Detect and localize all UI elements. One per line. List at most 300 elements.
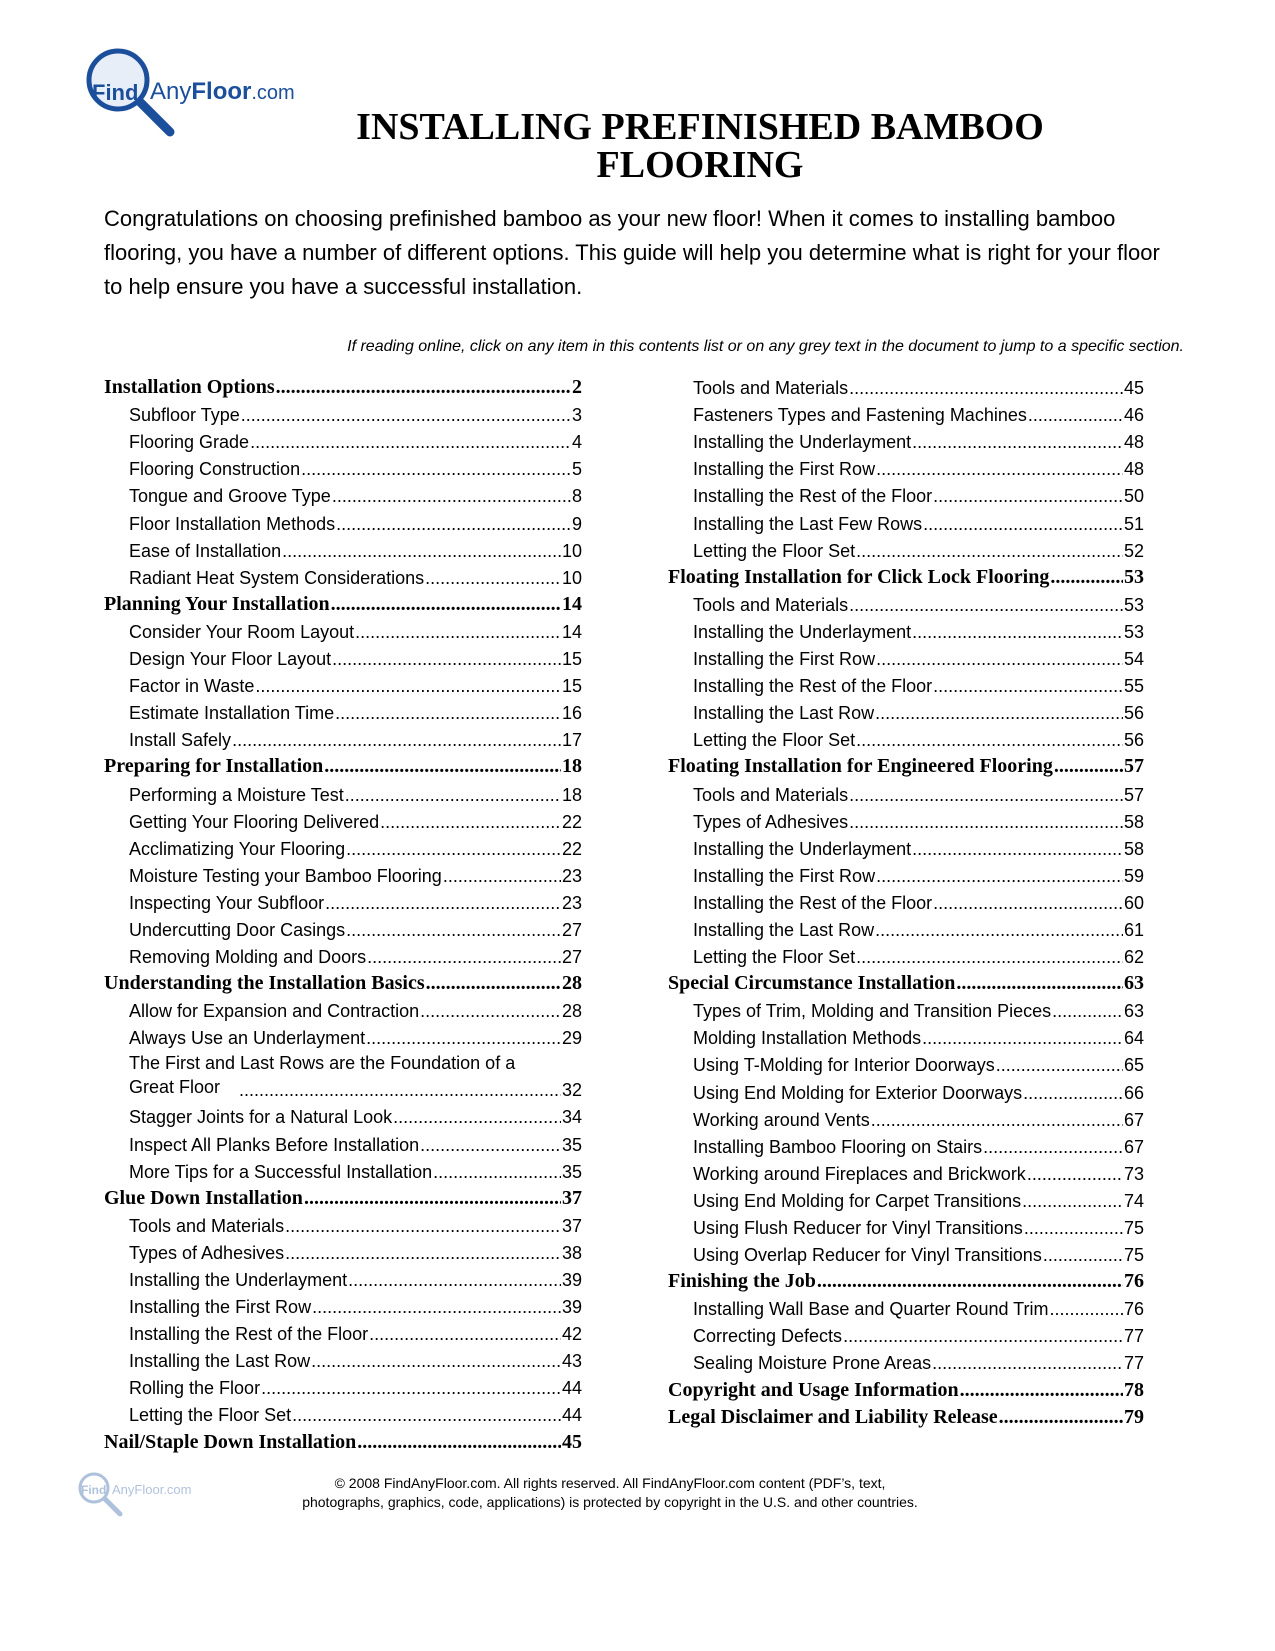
toc-page-number: 45 — [562, 1430, 582, 1453]
toc-entry-label: Fasteners Types and Fastening Machines — [693, 405, 1027, 426]
toc-column-right — [668, 372, 1144, 1429]
toc-subsection-entry[interactable] — [104, 1022, 582, 1049]
toc-subsection-entry[interactable] — [668, 860, 1144, 887]
toc-page-number: 46 — [1123, 405, 1144, 426]
toc-entry-label: Installing the Underlayment — [693, 432, 912, 453]
toc-leader-dots — [285, 1243, 561, 1264]
toc-entry-label: Using Flush Reducer for Vinyl Transitions — [693, 1218, 1023, 1238]
toc-page-number: 67 — [1123, 1109, 1144, 1130]
toc-subsection-entry[interactable] — [668, 1212, 1144, 1239]
toc-section-entry[interactable] — [104, 1426, 582, 1453]
toc-entry-label: Estimate Installation Time — [129, 703, 335, 724]
toc-section-entry[interactable] — [668, 562, 1144, 589]
toc-entry-label: Finishing the Job — [668, 1270, 816, 1293]
toc-section-entry[interactable] — [668, 1266, 1144, 1293]
toc-entry-label: Allow for Expansion and Contraction — [129, 1001, 420, 1022]
toc-leader-dots — [1027, 1164, 1123, 1185]
logo-floor-text: Floor — [191, 78, 252, 105]
toc-page-number: 56 — [1123, 703, 1144, 724]
toc-section-entry[interactable] — [668, 751, 1144, 778]
toc-page-number: 16 — [561, 703, 582, 724]
toc-entry-label: Installing the First Row — [693, 865, 876, 886]
toc-section-entry[interactable] — [668, 1402, 1144, 1429]
toc-entry-label: Understanding the Installation Basics — [104, 972, 425, 995]
toc-entry-label: Types of Trim, Molding and Transition Pieces — [693, 1001, 1052, 1022]
toc-subsection-entry[interactable] — [668, 1158, 1144, 1185]
toc-leader-dots — [332, 649, 561, 670]
toc-section-entry[interactable] — [104, 372, 582, 399]
toc-leader-dots — [443, 866, 561, 887]
toc-page-number: 22 — [561, 811, 582, 832]
toc-page-number: 63 — [1123, 1001, 1144, 1022]
toc-leader-dots — [849, 378, 1123, 399]
toc-page-number: 3 — [571, 405, 582, 426]
svg-text:AnyFloor.com: AnyFloor.com — [112, 1482, 192, 1497]
toc-leader-dots — [1050, 1299, 1123, 1320]
toc-leader-dots — [923, 514, 1123, 535]
toc-entry-label: Installing the Underlayment — [693, 838, 912, 859]
toc-subsection-entry[interactable] — [104, 806, 582, 833]
toc-subsection-entry[interactable] — [104, 1264, 582, 1291]
toc-subsection-entry[interactable] — [104, 697, 582, 724]
toc-leader-dots — [285, 1216, 561, 1237]
toc-entry-label: Subfloor Type — [129, 405, 240, 426]
toc-entry-label: Installing Wall Base and Quarter Round Trim — [693, 1299, 1049, 1320]
toc-page-number: 59 — [1123, 865, 1144, 886]
toc-page-number: 53 — [1123, 621, 1144, 642]
intro-paragraph: Congratulations on choosing prefinished bamboo as your new floor! When it comes to installing bamboo flooring, you have a number of different options. This guide will help you determine what is right for your floor to help ensure you have a successful installation. — [104, 206, 1160, 299]
toc-page-number: 23 — [561, 892, 582, 913]
toc-leader-dots — [367, 947, 561, 968]
toc-page-number: 9 — [571, 513, 582, 534]
toc-page-number: 53 — [1124, 565, 1144, 588]
toc-entry-label: Performing a Moisture Test — [129, 784, 344, 805]
toc-page-number: 63 — [1124, 972, 1144, 995]
toc-subsection-entry[interactable] — [668, 914, 1144, 941]
toc-leader-dots — [876, 459, 1123, 480]
toc-leader-dots — [996, 1055, 1123, 1076]
toc-subsection-entry[interactable] — [668, 453, 1144, 480]
toc-page-number: 32 — [561, 1080, 582, 1101]
toc-leader-dots — [876, 866, 1123, 887]
footer-magnifier-icon — [76, 1472, 226, 1532]
toc-leader-dots — [311, 1351, 561, 1372]
toc-subsection-entry[interactable] — [668, 480, 1144, 507]
toc-leader-dots — [956, 972, 1123, 995]
toc-subsection-entry[interactable] — [104, 887, 582, 914]
toc-entry-label: Using End Molding for Exterior Doorways — [693, 1082, 1023, 1103]
toc-subsection-entry[interactable] — [104, 507, 582, 534]
toc-section-entry[interactable] — [104, 1183, 582, 1210]
toc-leader-dots — [912, 839, 1123, 860]
toc-page-number: 58 — [1123, 838, 1144, 859]
toc-page-number: 27 — [561, 947, 582, 968]
toc-page-number: 73 — [1123, 1163, 1144, 1184]
toc-subsection-entry[interactable] — [668, 1104, 1144, 1131]
toc-leader-dots — [1043, 1245, 1123, 1266]
toc-leader-dots — [420, 1001, 561, 1022]
toc-page-number: 48 — [1123, 459, 1144, 480]
toc-leader-dots — [331, 593, 561, 616]
toc-page-number: 78 — [1124, 1378, 1144, 1401]
toc-entry-label: Tongue and Groove Type — [129, 486, 331, 507]
toc-page-number: 75 — [1123, 1245, 1144, 1266]
toc-subsection-entry[interactable] — [668, 426, 1144, 453]
toc-entry-label: Installing the Last Row — [693, 703, 875, 724]
toc-page-number: 10 — [561, 567, 582, 588]
toc-subsection-entry[interactable] — [104, 643, 582, 670]
toc-leader-dots — [912, 622, 1123, 643]
toc-page-number: 35 — [561, 1134, 582, 1155]
toc-leader-dots — [875, 703, 1123, 724]
toc-page-number: 4 — [571, 432, 582, 453]
copyright-footer — [240, 1474, 980, 1512]
toc-page-number: 44 — [561, 1378, 582, 1399]
toc-subsection-entry[interactable] — [104, 941, 582, 968]
toc-page-number: 15 — [561, 676, 582, 697]
toc-entry-label: Undercutting Door Casings — [129, 919, 346, 940]
svg-text:Find: Find — [81, 1483, 107, 1497]
toc-entry-label: Working around Fireplaces and Brickwork — [693, 1163, 1026, 1184]
toc-leader-dots — [324, 755, 561, 778]
toc-subsection-entry[interactable] — [104, 562, 582, 589]
toc-entry-label — [129, 1051, 515, 1099]
toc-entry-label: Using T-Molding for Interior Doorways — [693, 1055, 995, 1076]
toc-leader-dots — [292, 1405, 561, 1426]
toc-subsection-entry[interactable] — [668, 1049, 1144, 1076]
toc-leader-dots — [250, 432, 571, 453]
toc-entry-label: Installing the Rest of the Floor — [693, 676, 933, 697]
toc-leader-dots — [912, 432, 1123, 453]
toc-subsection-entry[interactable] — [668, 670, 1144, 697]
toc-entry-label: Always Use an Underlayment — [129, 1028, 366, 1049]
toc-page-number: 22 — [561, 838, 582, 859]
toc-entry-label: Sealing Moisture Prone Areas — [693, 1353, 932, 1374]
toc-entry-label: Nail/Staple Down Installation — [104, 1430, 357, 1453]
toc-page-number: 61 — [1123, 919, 1144, 940]
toc-subsection-entry[interactable] — [668, 507, 1144, 534]
toc-entry-label: Letting the Floor Set — [129, 1405, 292, 1426]
toc-subsection-entry[interactable] — [668, 887, 1144, 914]
toc-subsection-entry[interactable] — [668, 941, 1144, 968]
toc-subsection-entry[interactable] — [104, 1049, 582, 1101]
toc-section-entry[interactable] — [104, 589, 582, 616]
toc-leader-dots — [346, 920, 561, 941]
toc-entry-label: Installing the Rest of the Floor — [693, 486, 933, 507]
toc-leader-dots — [325, 893, 561, 914]
toc-leader-dots — [933, 486, 1123, 507]
toc-page-number: 57 — [1124, 755, 1144, 778]
toc-leader-dots — [933, 676, 1123, 697]
toc-leader-dots — [849, 785, 1123, 806]
toc-page-number: 34 — [561, 1107, 582, 1128]
toc-leader-dots — [420, 1135, 561, 1156]
toc-leader-dots — [261, 1378, 561, 1399]
toc-subsection-entry[interactable] — [104, 1399, 582, 1426]
toc-entry-label: Acclimatizing Your Flooring — [129, 838, 346, 859]
logo-find-text: Find — [92, 80, 139, 105]
toc-entry-label: Letting the Floor Set — [693, 730, 856, 751]
toc-leader-dots — [335, 703, 561, 724]
toc-leader-dots — [933, 893, 1123, 914]
toc-subsection-entry[interactable] — [668, 535, 1144, 562]
toc-entry-label: More Tips for a Successful Installation — [129, 1161, 433, 1182]
toc-subsection-entry[interactable] — [668, 589, 1144, 616]
toc-subsection-entry[interactable] — [104, 1101, 582, 1128]
toc-page-number: 42 — [561, 1324, 582, 1345]
toc-page-number: 37 — [562, 1186, 582, 1209]
toc-page-number: 55 — [1123, 676, 1144, 697]
toc-entry-label: Special Circumstance Installation — [668, 972, 956, 995]
toc-page-number: 14 — [562, 592, 582, 615]
toc-subsection-entry[interactable] — [104, 399, 582, 426]
toc-leader-dots — [849, 812, 1123, 833]
toc-entry-label: Floor Installation Methods — [129, 513, 336, 534]
toc-page-number: 62 — [1123, 947, 1144, 968]
toc-subsection-entry[interactable] — [668, 1076, 1144, 1103]
toc-page-number: 56 — [1123, 730, 1144, 751]
toc-leader-dots — [856, 730, 1123, 751]
toc-entry-label: Installing the Rest of the Floor — [693, 892, 933, 913]
toc-entry-label: Moisture Testing your Bamboo Flooring — [129, 865, 442, 886]
footer-logo — [76, 1472, 226, 1532]
toc-entry-label: Working around Vents — [693, 1109, 870, 1130]
toc-entry-label: Glue Down Installation — [104, 1186, 303, 1209]
toc-subsection-entry[interactable] — [668, 1293, 1144, 1320]
toc-leader-dots — [932, 1353, 1123, 1374]
toc-page-number: 29 — [561, 1028, 582, 1049]
toc-entry-label: Installing the First Row — [693, 649, 876, 670]
toc-subsection-entry[interactable] — [668, 1022, 1144, 1049]
toc-subsection-entry[interactable] — [104, 995, 582, 1022]
toc-entry-label: Tools and Materials — [693, 594, 849, 615]
toc-entry-label: Removing Molding and Doors — [129, 947, 367, 968]
toc-leader-dots — [241, 405, 571, 426]
toc-subsection-entry[interactable] — [104, 535, 582, 562]
toc-leader-dots — [312, 1297, 561, 1318]
toc-subsection-entry[interactable] — [104, 724, 582, 751]
toc-page-number: 28 — [562, 972, 582, 995]
toc-section-entry[interactable] — [104, 968, 582, 995]
toc-entry-label-line-2: Great Floor — [129, 1077, 221, 1098]
toc-leader-dots — [425, 568, 561, 589]
toc-leader-dots — [1022, 1191, 1123, 1212]
toc-subsection-entry[interactable] — [668, 697, 1144, 724]
page-title-line-1: INSTALLING PREFINISHED BAMBOO — [356, 106, 1044, 148]
toc-subsection-entry[interactable] — [104, 778, 582, 805]
toc-page-number: 48 — [1123, 432, 1144, 453]
toc-section-entry[interactable] — [668, 968, 1144, 995]
toc-entry-label: Installing the First Row — [693, 459, 876, 480]
toc-subsection-entry[interactable] — [668, 724, 1144, 751]
toc-subsection-entry[interactable] — [104, 616, 582, 643]
toc-leader-dots — [369, 1324, 561, 1345]
toc-subsection-entry[interactable] — [104, 1237, 582, 1264]
toc-subsection-entry[interactable] — [668, 995, 1144, 1022]
toc-page-number: 18 — [561, 784, 582, 805]
toc-subsection-entry[interactable] — [104, 1210, 582, 1237]
toc-entry-label: Factor in Waste — [129, 676, 255, 697]
toc-subsection-entry[interactable] — [104, 1318, 582, 1345]
toc-leader-dots — [346, 839, 561, 860]
toc-page-number: 75 — [1123, 1218, 1144, 1238]
toc-subsection-entry[interactable] — [104, 833, 582, 860]
toc-subsection-entry[interactable] — [104, 480, 582, 507]
toc-entry-label: Using End Molding for Carpet Transitions — [693, 1190, 1022, 1211]
toc-subsection-entry[interactable] — [104, 914, 582, 941]
toc-page-number: 10 — [561, 540, 582, 561]
toc-entry-label: Letting the Floor Set — [693, 540, 856, 561]
toc-subsection-entry[interactable] — [668, 806, 1144, 833]
toc-subsection-entry[interactable] — [104, 1291, 582, 1318]
toc-page-number: 77 — [1123, 1326, 1144, 1347]
toc-page-number: 76 — [1124, 1270, 1144, 1293]
toc-leader-dots — [856, 947, 1123, 968]
toc-leader-dots — [856, 541, 1123, 562]
toc-leader-dots — [426, 972, 561, 995]
toc-subsection-entry[interactable] — [668, 778, 1144, 805]
toc-subsection-entry[interactable] — [668, 1347, 1144, 1374]
toc-leader-dots — [355, 622, 561, 643]
toc-entry-label: Preparing for Installation — [104, 755, 324, 778]
toc-page-number: 39 — [561, 1270, 582, 1290]
toc-page-number: 52 — [1123, 540, 1144, 561]
toc-subsection-entry[interactable] — [668, 1239, 1144, 1266]
toc-leader-dots — [849, 595, 1123, 616]
toc-page-number: 28 — [561, 1001, 582, 1022]
toc-page-number: 35 — [561, 1161, 582, 1182]
toc-leader-dots — [255, 676, 561, 697]
toc-page-number: 15 — [561, 649, 582, 670]
toc-subsection-entry[interactable] — [104, 860, 582, 887]
toc-leader-dots — [1024, 1218, 1123, 1239]
toc-entry-label: Planning Your Installation — [104, 592, 330, 615]
toc-subsection-entry[interactable] — [104, 453, 582, 480]
toc-entry-label: Flooring Grade — [129, 432, 250, 453]
toc-subsection-entry[interactable] — [668, 1185, 1144, 1212]
toc-subsection-entry[interactable] — [104, 1345, 582, 1372]
toc-page-number: 64 — [1123, 1028, 1144, 1049]
toc-subsection-entry[interactable] — [668, 372, 1144, 399]
toc-subsection-entry[interactable] — [668, 643, 1144, 670]
toc-page-number: 51 — [1123, 513, 1144, 534]
toc-leader-dots — [871, 1110, 1123, 1131]
toc-subsection-entry[interactable] — [104, 426, 582, 453]
toc-subsection-entry[interactable] — [668, 833, 1144, 860]
toc-page-number: 77 — [1123, 1353, 1144, 1374]
toc-leader-dots — [876, 649, 1123, 670]
toc-page-number: 54 — [1123, 649, 1144, 670]
toc-entry-label: Installation Options — [104, 376, 275, 399]
toc-leader-dots — [366, 1028, 561, 1049]
toc-entry-label: Installing the First Row — [129, 1297, 312, 1318]
toc-leader-dots — [1054, 755, 1123, 778]
toc-leader-dots — [1052, 1001, 1123, 1022]
toc-entry-label: Tools and Materials — [693, 784, 849, 805]
toc-page-number: 18 — [562, 755, 582, 778]
toc-entry-label: Inspect All Planks Before Installation — [129, 1134, 420, 1155]
toc-entry-label: Installing the Rest of the Floor — [129, 1324, 369, 1345]
toc-entry-label: Floating Installation for Engineered Flooring — [668, 755, 1053, 778]
toc-page-number: 45 — [1123, 378, 1144, 399]
logo-wordmark — [150, 78, 295, 106]
toc-leader-dots — [843, 1326, 1123, 1347]
toc-page-number: 65 — [1123, 1055, 1144, 1076]
toc-entry-label-line-1: The First and Last Rows are the Foundation of a — [129, 1053, 516, 1074]
toc-subsection-entry[interactable] — [668, 1320, 1144, 1347]
toc-subsection-entry[interactable] — [104, 1156, 582, 1183]
toc-page-number: 44 — [561, 1405, 582, 1426]
toc-column-left — [104, 372, 582, 1454]
toc-entry-label: Correcting Defects — [693, 1326, 843, 1347]
toc-entry-label: Install Safely — [129, 730, 232, 751]
toc-entry-label: Getting Your Flooring Delivered — [129, 811, 380, 832]
toc-entry-label: Installing Bamboo Flooring on Stairs — [693, 1136, 983, 1157]
toc-page-number: 76 — [1123, 1299, 1144, 1320]
toc-leader-dots — [960, 1379, 1123, 1402]
toc-subsection-entry[interactable] — [104, 1372, 582, 1399]
toc-page-number: 60 — [1123, 892, 1144, 913]
toc-page-number: 39 — [561, 1297, 582, 1318]
toc-page-number: 27 — [561, 919, 582, 940]
toc-entry-label: Flooring Construction — [129, 459, 301, 480]
toc-subsection-entry[interactable] — [668, 1131, 1144, 1158]
toc-entry-label: Design Your Floor Layout — [129, 649, 332, 670]
toc-page-number: 14 — [561, 621, 582, 642]
toc-entry-label: Radiant Heat System Considerations — [129, 567, 425, 588]
footer-line-2: photographs, graphics, code, applications) is protected by copyright in the U.S. and other countries. — [302, 1494, 918, 1510]
footer-line-1: © 2008 FindAnyFloor.com. All rights reserved. All FindAnyFloor.com content (PDF’s, text, — [334, 1475, 886, 1491]
toc-leader-dots — [999, 1406, 1123, 1429]
toc-leader-dots — [393, 1107, 561, 1128]
toc-subsection-entry[interactable] — [668, 399, 1144, 426]
toc-page-number: 23 — [561, 865, 582, 886]
toc-page-number: 74 — [1123, 1190, 1144, 1211]
toc-page-number: 8 — [571, 486, 582, 507]
toc-subsection-entry[interactable] — [104, 670, 582, 697]
toc-subsection-entry[interactable] — [104, 1128, 582, 1155]
toc-entry-label: Installing the Last Row — [129, 1351, 311, 1372]
logo-com-text: .com — [251, 82, 295, 104]
toc-entry-label: Rolling the Floor — [129, 1378, 261, 1399]
toc-entry-label: Installing the Underlayment — [693, 621, 912, 642]
toc-entry-label: Types of Adhesives — [129, 1242, 285, 1263]
toc-section-entry[interactable] — [668, 1374, 1144, 1401]
toc-leader-dots — [922, 1028, 1123, 1049]
toc-section-entry[interactable] — [104, 751, 582, 778]
page-title — [200, 108, 1200, 184]
toc-entry-label: Legal Disclaimer and Liability Release — [668, 1405, 998, 1428]
toc-page-number: 53 — [1123, 594, 1144, 615]
toc-leader-dots — [336, 514, 571, 535]
toc-entry-label: Tools and Materials — [129, 1215, 285, 1236]
toc-page-number: 38 — [561, 1242, 582, 1263]
toc-leader-dots — [232, 730, 561, 751]
toc-page-number: 79 — [1124, 1405, 1144, 1428]
toc-leader-dots — [332, 486, 571, 507]
toc-subsection-entry[interactable] — [668, 616, 1144, 643]
toc-entry-label: Stagger Joints for a Natural Look — [129, 1107, 393, 1128]
toc-entry-label: Ease of Installation — [129, 540, 282, 561]
toc-entry-label: Installing the Underlayment — [129, 1270, 348, 1290]
toc-entry-label: Inspecting Your Subfloor — [129, 892, 325, 913]
toc-entry-label: Types of Adhesives — [693, 811, 849, 832]
toc-page-number: 2 — [572, 376, 582, 399]
toc-leader-dots — [348, 1270, 561, 1291]
toc-page-number: 67 — [1123, 1136, 1144, 1157]
toc-leader-dots — [276, 376, 571, 399]
toc-entry-label: Consider Your Room Layout — [129, 621, 355, 642]
